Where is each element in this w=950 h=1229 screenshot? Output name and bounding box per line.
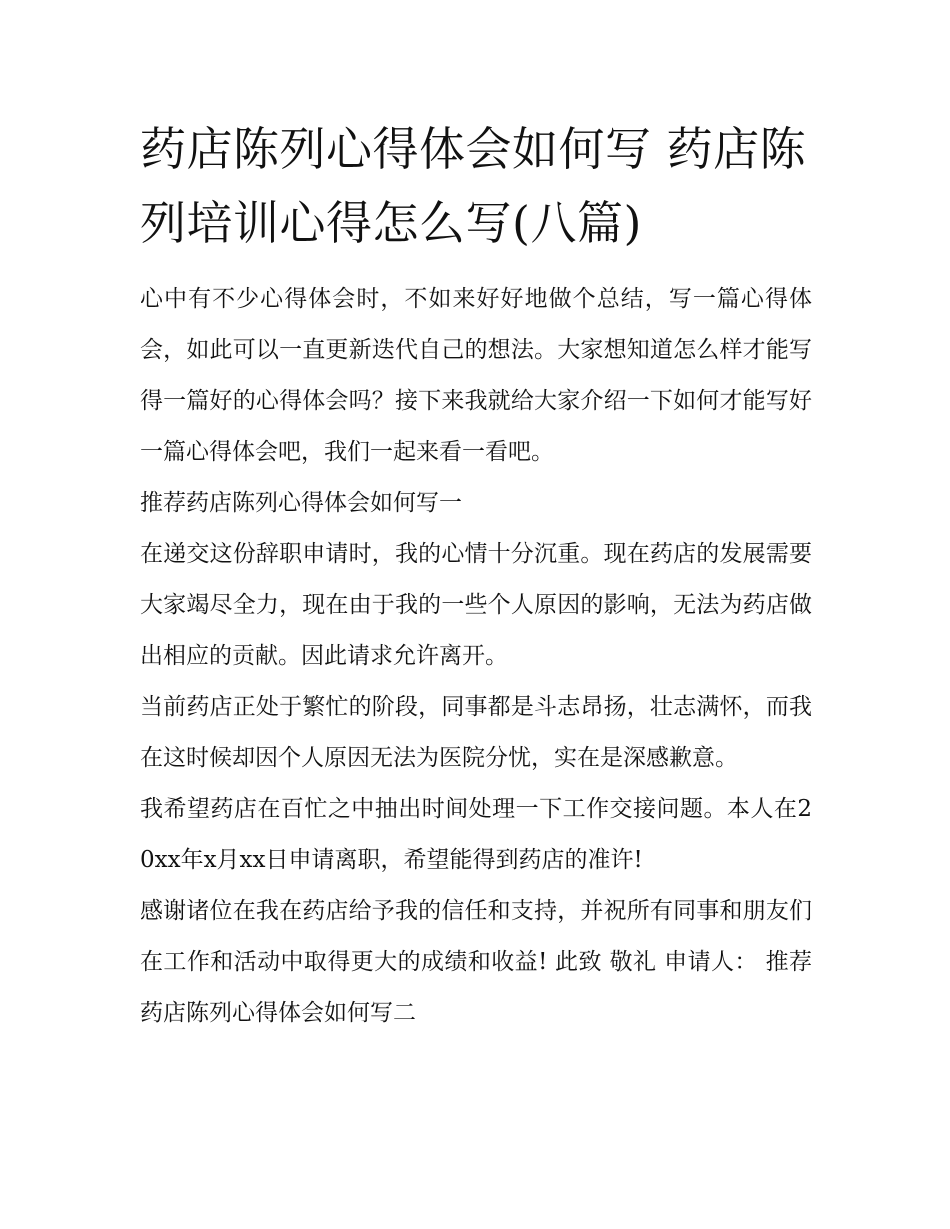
intro-paragraph: 心中有不少心得体会时，不如来好好地做个总结，写一篇心得体会，如此可以一直更新迭代自己的想法。大家想知道怎么样才能写得一篇好的心得体会吗？接下来我就给大家介绍一下如何才能写好一篇心得体会吧，我们一起来看一看吧。 <box>140 286 812 465</box>
body-paragraph: 我希望药店在百忙之中抽出时间处理一下工作交接问题。本人在20xx年x月xx日申请离职，希望能得到药店的准许! <box>140 796 812 873</box>
document-body <box>140 112 812 1039</box>
document-title: 药店陈列心得体会如何写 药店陈列培训心得怎么写(八篇) <box>140 122 807 250</box>
body-paragraph: 当前药店正处于繁忙的阶段，同事都是斗志昂扬，壮志满怀，而我在这时候却因个人原因无法为医院分忧，实在是深感歉意。 <box>140 694 812 771</box>
section-heading-1: 推荐药店陈列心得体会如何写一 <box>140 490 462 516</box>
body-paragraph: 在递交这份辞职申请时，我的心情十分沉重。现在药店的发展需要大家竭尽全力，现在由于我的一些个人原因的影响，无法为药店做出相应的贡献。因此请求允许离开。 <box>140 541 812 669</box>
closing-paragraph: 感谢诸位在我在药店给予我的信任和支持，并祝所有同事和朋友们在工作和活动中取得更大的成绩和收益! 此致 敬礼 申请人： 推荐药店陈列心得体会如何写二 <box>140 898 812 1026</box>
